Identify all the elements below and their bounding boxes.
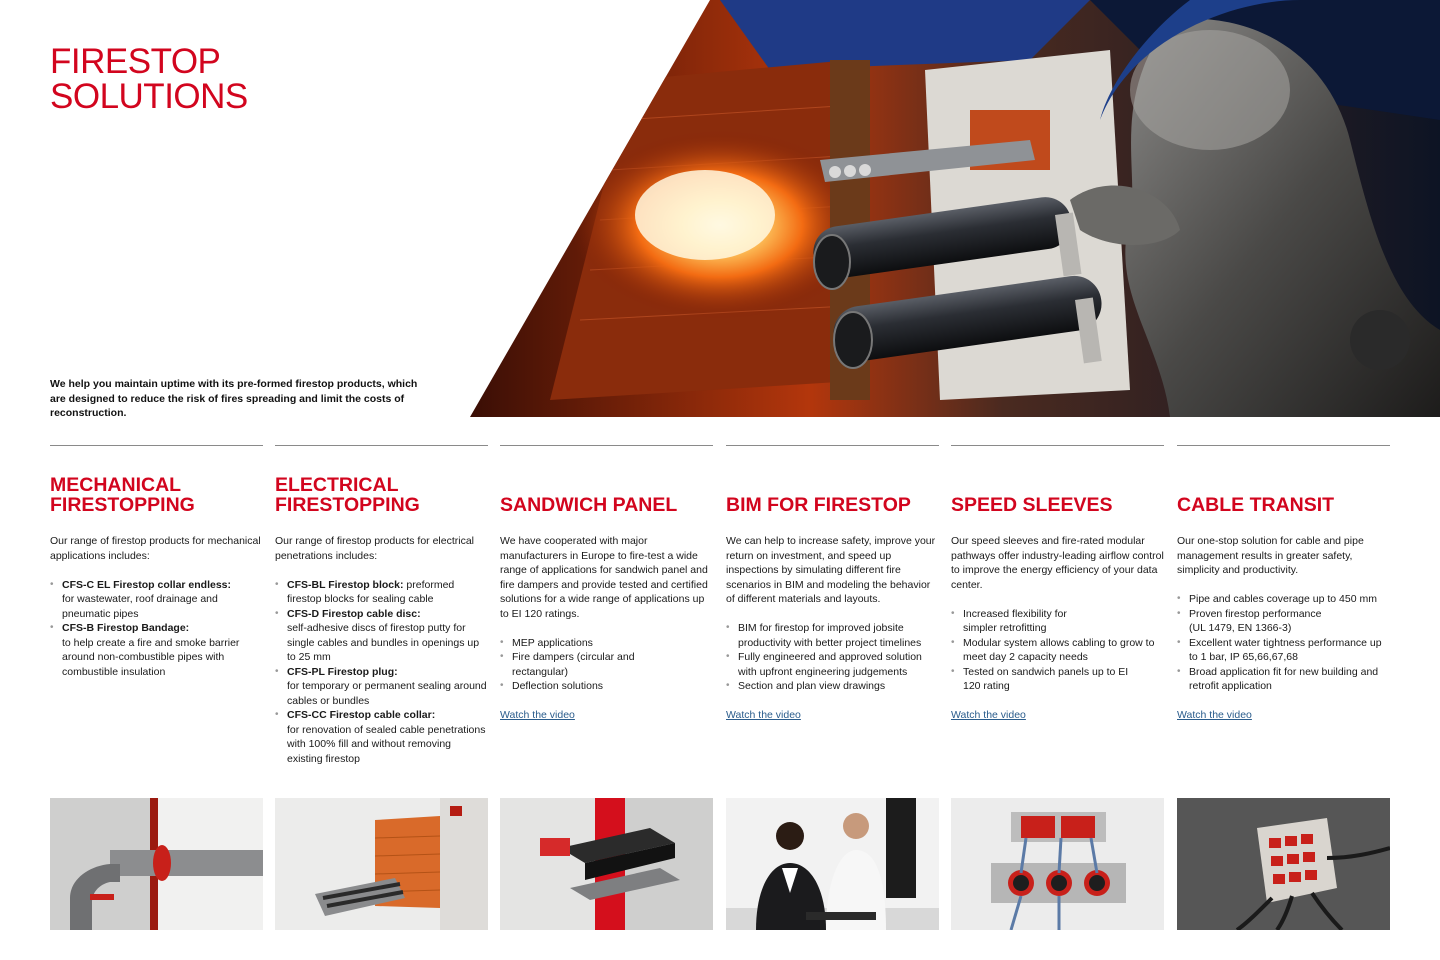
list-item: • Broad application fit for new building and retrofit application [1177,665,1390,694]
list-item [50,578,263,622]
list-item: • Fully engineered and approved solution with upfront engineering judgements [726,650,939,679]
column-title-line-2: CABLE TRANSIT [1177,493,1335,516]
column-title [951,475,1164,515]
column-intro: We have cooperated with major manufacturers in Europe to fire-test a wide range of applications for sandwich panel and fire dampers and provide tested and certified solutions for a wide range of applications up to EI 120 ratings. [500,535,708,620]
column-title-line-2: FIRESTOPPING [50,493,195,516]
list-item: • BIM for firestop for improved jobsite productivity with better project timelines [726,621,939,650]
list-item [275,708,488,766]
list-item: • Increased flexibility for simpler retrofitting [951,607,1091,636]
watch-video-link[interactable]: Watch the video [726,709,801,721]
list-item [275,578,488,607]
column-divider [951,445,1164,446]
column-title [1177,475,1390,515]
column-title-line-2: FIRESTOPPING [275,493,420,516]
page-title-line-2: SOLUTIONS [50,77,248,116]
column-list [726,621,939,694]
list-item: • Tested on sandwich panels up to EI 120 rating [951,665,1141,694]
column-list [275,578,488,767]
list-item: • Pipe and cables coverage up to 450 mm [1177,592,1390,607]
list-item [275,607,488,665]
column-title-line-2: BIM FOR FIRESTOP [726,493,911,516]
list-item-text: preformed firestop blocks for sealing cable [287,578,455,605]
page-title-line-1: FIRESTOP [50,42,221,81]
list-item: • Fire dampers (circular and rectangular) [500,650,650,679]
watch-video-link[interactable]: Watch the video [1177,709,1252,721]
list-item-text: for temporary or permanent sealing around cables or bundles [287,680,487,707]
column-intro: Our speed sleeves and fire-rated modular pathways offer industry-leading airflow control to improve the energy efficiency of your data center. [951,535,1164,591]
intro-text: We help you maintain uptime with its pre-formed firestop products, which are designed to reduce the risk of fires spreading and limit the costs of reconstruction. [50,378,418,419]
list-item-text: for renovation of sealed cable penetrations with 100% fill and without removing existing firestop [287,723,486,765]
thumbnail-sandwich-panel [500,798,713,930]
column-electrical-firestopping [275,445,488,766]
column-list [1177,592,1390,694]
list-item: • MEP applications [500,636,713,651]
thumbnail-bim-for-firestop [726,798,939,930]
column-intro: Our one-stop solution for cable and pipe management results in greater safety, simplicity and productivity. [1177,535,1364,576]
column-divider [1177,445,1390,446]
watch-video-link[interactable]: Watch the video [951,709,1026,721]
column-divider [50,445,263,446]
column-cable-transit [1177,445,1390,723]
list-item-bold: CFS-BL Firestop block: [287,578,404,591]
list-item: • Section and plan view drawings [726,679,939,694]
column-speed-sleeves [951,445,1164,723]
column-list [951,607,1164,694]
column-mechanical-firestopping [50,445,263,679]
column-title [726,475,939,515]
column-divider [275,445,488,446]
column-intro: Our range of firestop products for electrical penetrations includes: [275,535,475,562]
column-bim-for-firestop [726,445,939,723]
list-item-bold: CFS-B Firestop Bandage: [62,622,190,634]
thumbnail-speed-sleeves [951,798,1164,930]
column-title [50,475,263,515]
thumbnail-mechanical-firestopping [50,798,263,930]
list-item [275,665,488,709]
list-item-bold: CFS-C EL Firestop collar endless: [62,578,232,591]
list-item-text: self-adhesive discs of firestop putty for single cables and bundles in openings up to 25 mm [287,622,480,663]
watch-video-link[interactable]: Watch the video [500,709,575,721]
list-item [50,621,263,679]
column-title-line-2: SANDWICH PANEL [500,493,678,516]
column-title [500,475,713,515]
column-title-line-1: MECHANICAL [50,474,182,496]
column-divider [726,445,939,446]
thumbnail-cable-transit [1177,798,1390,930]
page-title [50,44,248,114]
hero-image [470,0,1440,417]
column-title-line-2: SPEED SLEEVES [951,493,1113,516]
column-list [500,636,713,694]
list-item-bold: CFS-D Firestop cable disc: [287,607,421,620]
column-title [275,475,488,515]
list-item-bold: CFS-PL Firestop plug: [287,665,398,678]
list-item-bold: CFS-CC Firestop cable collar: [287,709,436,721]
list-item: • Excellent water tightness performance up to 1 bar, IP 65,66,67,68 [1177,636,1390,665]
list-item: • Modular system allows cabling to grow to meet day 2 capacity needs [951,636,1164,665]
column-intro: We can help to increase safety, improve your return on investment, and speed up inspections by simulating different fire scenarios in BIM and modeling the behavior of different materials and layouts. [726,535,936,605]
column-sandwich-panel [500,445,713,723]
column-intro: Our range of firestop products for mechanical applications includes: [50,535,261,562]
list-item-text: for wastewater, roof drainage and pneumatic pipes [62,593,218,620]
column-title-line-1: ELECTRICAL [275,474,399,496]
list-item: • Proven firestop performance (UL 1479, EN 1366-3) [1177,607,1327,636]
column-divider [500,445,713,446]
thumbnail-electrical-firestopping [275,798,488,930]
list-item-text: to help create a fire and smoke barrier around non-combustible pipes with combustible insulation [62,636,240,678]
column-list [50,578,263,680]
list-item: • Deflection solutions [500,679,713,694]
